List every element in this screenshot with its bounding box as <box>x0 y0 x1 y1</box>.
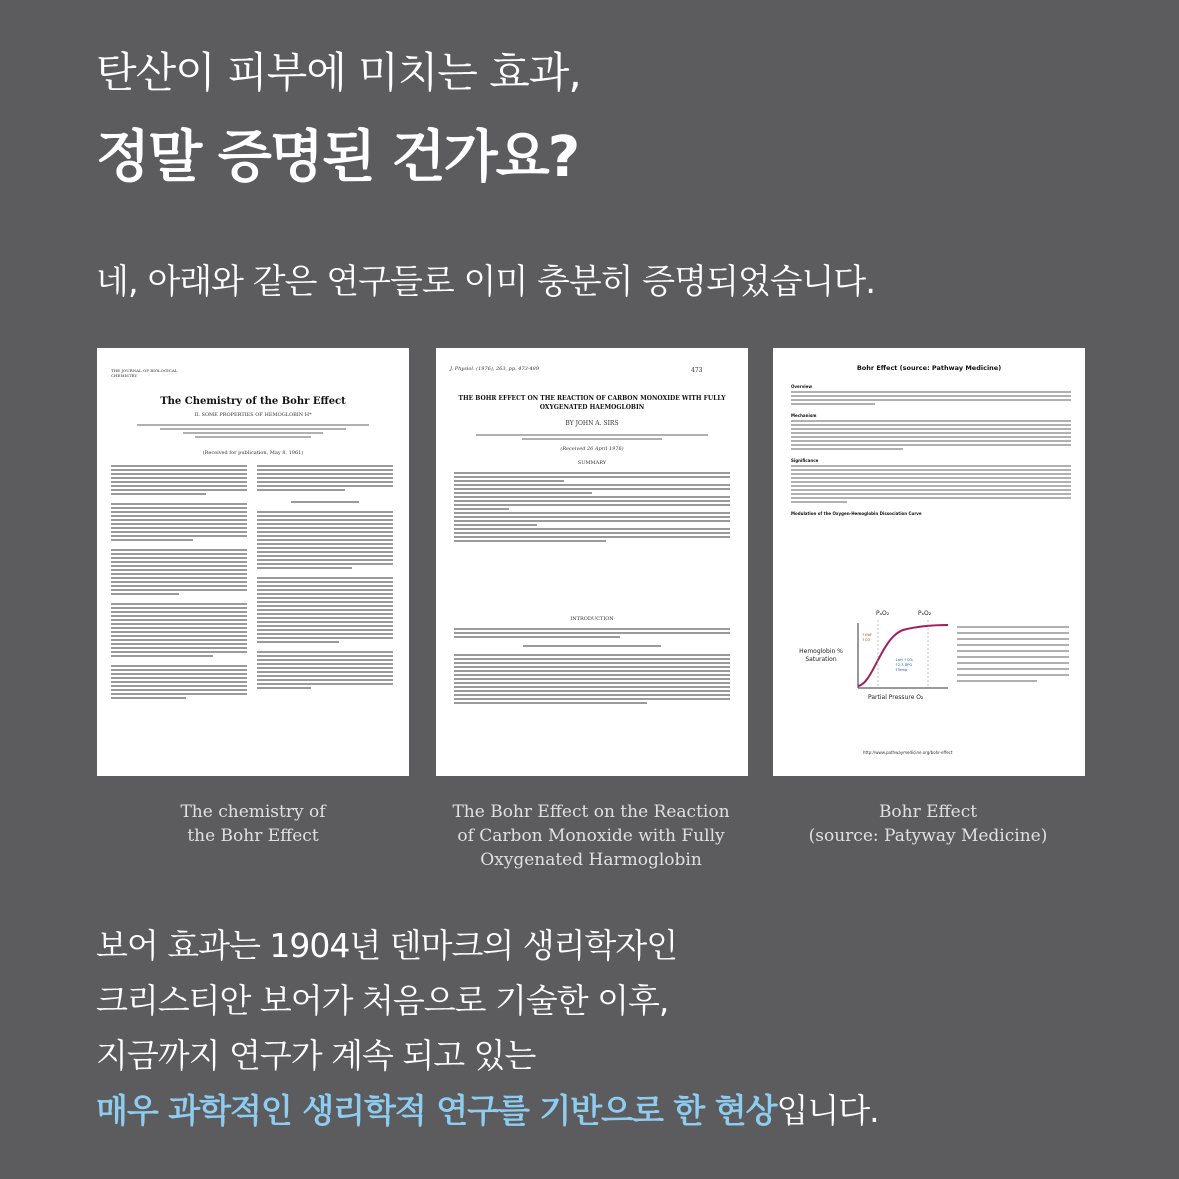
section-modulation: Modulation of the Oxygen-Hemoglobin Dissociation Curve <box>791 511 922 516</box>
body-line: 지금까지 연구가 계속 되고 있는 <box>96 1036 536 1075</box>
section-introduction: INTRODUCTION <box>570 616 614 622</box>
paper-received: (Received 26 April 1976) <box>560 446 624 452</box>
summary-body <box>454 470 730 544</box>
page-number: 473 <box>691 367 703 374</box>
paper-title: THE BOHR EFFECT ON THE REACTION OF CARBON MONOXIDE WITH FULLY OXYGENATED HAEMOGLOBIN <box>458 395 726 411</box>
caption-paper-1 <box>93 800 413 848</box>
journal-header: J. Physiol. (1976), 263, pp. 473-489 <box>450 366 540 372</box>
paper-subtitle: II. SOME PROPERTIES OF HEMOGLOBIN H* <box>194 412 312 418</box>
paper-author: BY JOHN A. SIRS <box>565 420 619 427</box>
journal-header: THE JOURNAL OF BIOLOGICAL CHEMISTRY <box>111 368 178 378</box>
highlight-text: 매우 과학적인 생리학적 연구를 기반으로 한 현상 <box>96 1091 777 1130</box>
caption-line: Oxygenated Harmoglobin <box>480 850 702 870</box>
paper-column-right <box>257 463 393 691</box>
caption-line: Bohr Effect <box>878 802 978 822</box>
caption-line: the Bohr Effect <box>187 826 319 846</box>
label-right-arrows: ↓pH ↑CO₂ ↑2,3 DPG ↑Temp <box>895 658 914 672</box>
dissociation-curve-figure <box>773 608 1085 728</box>
body-line-final <box>96 1083 879 1138</box>
label-left-arrows: ↑HbF ↑CO <box>862 633 872 642</box>
paper-thumbnail-pathway-medicine <box>773 348 1085 776</box>
paper-column-left <box>111 463 247 701</box>
page-title: Bohr Effect (source: Pathway Medicine) <box>856 364 1002 372</box>
caption-line: The Bohr Effect on the Reaction <box>452 802 730 822</box>
source-url: http://www.pathwaymedicine.org/bohr-effect <box>863 750 953 755</box>
introduction-body <box>454 626 730 706</box>
body-text-rest: 입니다. <box>776 1091 879 1130</box>
body-line: 크리스티안 보어가 처음으로 기술한 이후, <box>96 981 669 1020</box>
section-mechanism: Mechanism <box>791 413 817 418</box>
caption-line: of Carbon Monoxide with Fully <box>457 826 725 846</box>
caption-line: (source: Patyway Medicine) <box>808 826 1048 846</box>
paper-received: (Received for publication, May 8, 1961) <box>202 450 304 456</box>
body-line: 보어 효과는 1904년 덴마크의 생리학자인 <box>96 926 678 965</box>
paper-thumbnail-bohr-co-reaction <box>436 348 748 776</box>
headline-line1: 탄산이 피부에 미치는 효과, <box>96 48 581 97</box>
label-top-right: PₐO₂ <box>918 610 932 617</box>
section-significance: Significance <box>791 458 819 463</box>
section-overview: Overview <box>791 384 813 389</box>
label-x-axis: Partial Pressure O₂ <box>868 694 924 701</box>
section-summary: SUMMARY <box>577 460 607 466</box>
caption-paper-2 <box>431 800 751 872</box>
body-paragraph <box>96 918 879 1138</box>
subline: 네, 아래와 같은 연구들로 이미 충분히 증명되었습니다. <box>96 262 876 302</box>
caption-paper-3 <box>768 800 1088 848</box>
paper-title: The Chemistry of the Bohr Effect <box>160 396 346 407</box>
headline-line2: 정말 증명된 건가요? <box>96 125 579 190</box>
paper-thumbnail-bohr-chemistry <box>97 348 409 776</box>
label-y-axis: Hemoglobin % Saturation <box>799 648 843 663</box>
label-top-left: PₐO₂ <box>876 610 890 617</box>
caption-line: The chemistry of <box>180 802 326 822</box>
